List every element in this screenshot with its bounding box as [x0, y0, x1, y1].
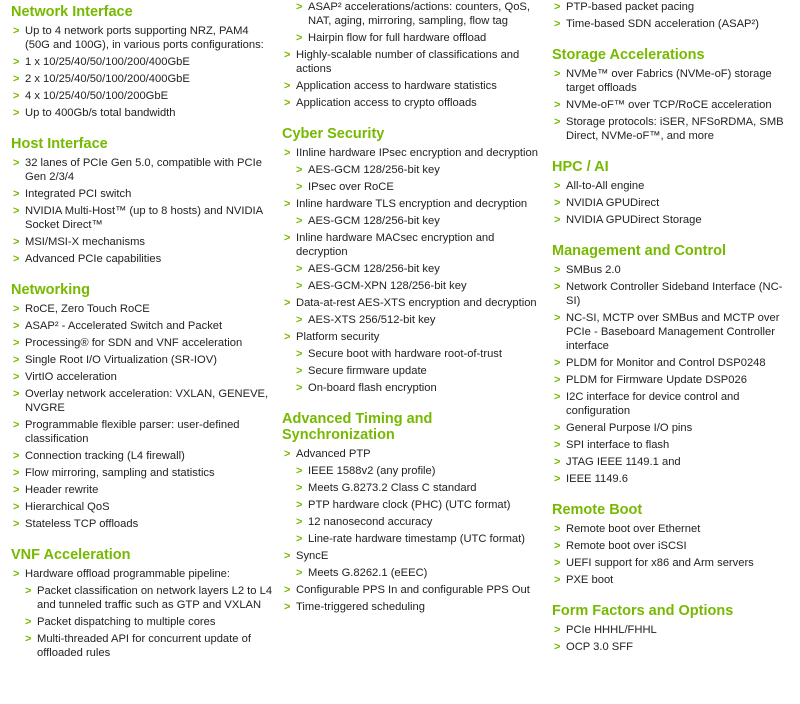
list-item — [282, 330, 544, 344]
chevron-right-icon: > — [554, 439, 561, 451]
chevron-right-icon: > — [296, 482, 303, 494]
section-storage-accelerations — [552, 47, 794, 143]
chevron-right-icon: > — [13, 56, 20, 68]
sub-list-item — [282, 347, 544, 361]
list-item — [552, 472, 794, 486]
chevron-right-icon: > — [296, 533, 303, 545]
chevron-right-icon: > — [13, 157, 20, 169]
chevron-right-icon: > — [13, 518, 20, 530]
section-heading: Advanced Timing and Synchronization — [282, 411, 433, 443]
sub-list-item — [282, 279, 544, 293]
list-item-text: PTP hardware clock (PHC) (UTC format) — [308, 499, 511, 511]
list-item — [11, 336, 273, 350]
sub-list-item — [282, 31, 544, 45]
list-item-text: Processing® for SDN and VNF acceleration — [25, 337, 243, 349]
chevron-right-icon: > — [296, 263, 303, 275]
sub-list-item — [282, 464, 544, 478]
list-item-text: Overlay network acceleration: VXLAN, GENEVE, NVGRE — [25, 388, 269, 414]
chevron-right-icon: > — [13, 303, 20, 315]
list-item — [11, 156, 273, 184]
chevron-right-icon: > — [554, 641, 561, 653]
list-item — [11, 106, 273, 120]
chevron-right-icon: > — [13, 25, 20, 37]
chevron-right-icon: > — [13, 354, 20, 366]
chevron-right-icon: > — [13, 388, 20, 400]
section-gap — [552, 34, 794, 47]
list-item-text: Remote boot over iSCSI — [566, 540, 687, 552]
list-item-text: PLDM for Monitor and Control DSP0248 — [566, 357, 766, 369]
sub-list-item — [282, 515, 544, 529]
chevron-right-icon: > — [13, 90, 20, 102]
section-continued — [552, 0, 794, 31]
list-item-text: PLDM for Firmware Update DSP026 — [566, 374, 747, 386]
chevron-right-icon: > — [25, 633, 32, 645]
sub-list-item — [282, 262, 544, 276]
section-heading: HPC / AI — [552, 159, 609, 175]
chevron-right-icon: > — [554, 422, 561, 434]
list-item-text: IEEE 1149.6 — [566, 473, 628, 485]
list-item-text: Time-triggered scheduling — [296, 601, 425, 613]
list-item — [282, 48, 544, 76]
list-item-text: NC-SI, MCTP over SMBus and MCTP over PCIe - Baseboard Management Controller interface — [566, 312, 780, 352]
list-item-text: 12 nanosecond accuracy — [308, 516, 433, 528]
section-vnf-acceleration — [11, 547, 273, 660]
list-item-text: IEEE 1588v2 (any profile) — [308, 465, 436, 477]
chevron-right-icon: > — [13, 73, 20, 85]
section-heading: Cyber Security — [282, 126, 385, 142]
list-item — [552, 390, 794, 418]
chevron-right-icon: > — [296, 181, 303, 193]
list-item — [11, 302, 273, 316]
column-1 — [11, 0, 273, 663]
chevron-right-icon: > — [296, 465, 303, 477]
chevron-right-icon: > — [554, 312, 561, 324]
list-item-text: NVMe-oF™ over TCP/RoCE acceleration — [566, 99, 772, 111]
chevron-right-icon: > — [284, 331, 291, 343]
list-item-text: NVMe™ over Fabrics (NVMe-oF) storage target offloads — [566, 68, 772, 94]
chevron-right-icon: > — [554, 357, 561, 369]
sub-list-item — [282, 180, 544, 194]
list-item-text: SMBus 2.0 — [566, 264, 621, 276]
section-gap — [552, 590, 794, 603]
chevron-right-icon: > — [284, 448, 291, 460]
list-item-text: ASAP² accelerations/actions: counters, QoS, NAT, aging, mirroring, sampling, flow tag — [308, 1, 530, 27]
list-item-text: Programmable flexible parser: user-defined classification — [25, 419, 240, 445]
chevron-right-icon: > — [554, 473, 561, 485]
sub-list-item — [282, 481, 544, 495]
list-item-text: AES-GCM 128/256-bit key — [308, 263, 440, 275]
list-item-text: IPsec over RoCE — [308, 181, 394, 193]
chevron-right-icon: > — [13, 450, 20, 462]
list-item-text: Meets G.8273.2 Class C standard — [308, 482, 477, 494]
list-item — [11, 204, 273, 232]
list-item-text: SyncE — [296, 550, 329, 562]
chevron-right-icon: > — [296, 314, 303, 326]
list-item — [11, 567, 273, 581]
list-item-text: NVIDIA GPUDirect — [566, 197, 660, 209]
list-item-text: JTAG IEEE 1149.1 and — [566, 456, 681, 468]
list-item — [552, 17, 794, 31]
list-item-text: Hairpin flow for full hardware offload — [308, 32, 487, 44]
chevron-right-icon: > — [296, 215, 303, 227]
list-item-text: Application access to hardware statistics — [296, 80, 497, 92]
chevron-right-icon: > — [554, 391, 561, 403]
list-item-text: Data-at-rest AES-XTS encryption and decryption — [296, 297, 537, 309]
list-item-text: Highly-scalable number of classifications and actions — [296, 49, 520, 75]
section-network-interface — [11, 4, 273, 120]
list-item-text: Packet classification on network layers L2 to L4 and tunneled traffic such as GTP and VXLAN — [37, 585, 273, 611]
chevron-right-icon: > — [284, 601, 291, 613]
list-item-text: Line-rate hardware timestamp (UTC format) — [308, 533, 525, 545]
list-item — [11, 187, 273, 201]
list-item-text: 1 x 10/25/40/50/100/200/400GbE — [25, 56, 190, 68]
chevron-right-icon: > — [554, 281, 561, 293]
list-item — [552, 556, 794, 570]
list-item-text: Network Controller Sideband Interface (NC-SI) — [566, 281, 783, 307]
section-gap — [282, 113, 544, 126]
section-hpc-ai — [552, 159, 794, 227]
list-item — [11, 24, 273, 52]
list-item-text: Inline hardware MACsec encryption and decryption — [296, 232, 495, 258]
chevron-right-icon: > — [554, 374, 561, 386]
list-item — [11, 418, 273, 446]
chevron-right-icon: > — [25, 585, 32, 597]
list-item-text: OCP 3.0 SFF — [566, 641, 633, 653]
sub-list-item — [282, 364, 544, 378]
list-item — [552, 522, 794, 536]
list-item-text: SPI interface to flash — [566, 439, 670, 451]
list-item-text: AES-GCM 128/256-bit key — [308, 164, 440, 176]
list-item — [11, 370, 273, 384]
sub-list-item — [282, 566, 544, 580]
list-item-text: IInline hardware IPsec encryption and decryption — [296, 147, 538, 159]
section-gap — [552, 230, 794, 243]
list-item-text: VirtIO acceleration — [25, 371, 117, 383]
list-item-text: Time-based SDN acceleration (ASAP²) — [566, 18, 759, 30]
list-item-text: Configurable PPS In and configurable PPS Out — [296, 584, 530, 596]
chevron-right-icon: > — [13, 320, 20, 332]
list-item — [282, 96, 544, 110]
list-item — [282, 79, 544, 93]
chevron-right-icon: > — [13, 337, 20, 349]
chevron-right-icon: > — [554, 523, 561, 535]
chevron-right-icon: > — [284, 584, 291, 596]
list-item — [552, 280, 794, 308]
chevron-right-icon: > — [554, 197, 561, 209]
section-heading: Networking — [11, 282, 90, 298]
list-item-text: Secure firmware update — [308, 365, 427, 377]
chevron-right-icon: > — [13, 467, 20, 479]
list-item-text: AES-GCM-XPN 128/256-bit key — [308, 280, 467, 292]
list-item — [552, 539, 794, 553]
chevron-right-icon: > — [13, 371, 20, 383]
list-item-text: Header rewrite — [25, 484, 99, 496]
list-item-text: Platform security — [296, 331, 380, 343]
list-item — [11, 252, 273, 266]
chevron-right-icon: > — [13, 568, 20, 580]
list-item — [282, 600, 544, 614]
list-item-text: PCIe HHHL/FHHL — [566, 624, 657, 636]
list-item-text: General Purpose I/O pins — [566, 422, 693, 434]
list-item — [282, 583, 544, 597]
chevron-right-icon: > — [13, 107, 20, 119]
list-item — [552, 573, 794, 587]
list-item — [552, 373, 794, 387]
sub-list-item — [282, 532, 544, 546]
list-item-text: I2C interface for device control and configuration — [566, 391, 740, 417]
list-item — [11, 235, 273, 249]
chevron-right-icon: > — [554, 116, 561, 128]
section-cyber-security — [282, 126, 544, 395]
section-gap — [282, 398, 544, 411]
chevron-right-icon: > — [296, 164, 303, 176]
list-item-text: UEFI support for x86 and Arm servers — [566, 557, 754, 569]
section-form-factors-and-options — [552, 603, 794, 654]
section-heading: Remote Boot — [552, 502, 643, 518]
list-item-text: Connection tracking (L4 firewall) — [25, 450, 185, 462]
list-item — [552, 640, 794, 654]
list-item-text: Flow mirroring, sampling and statistics — [25, 467, 215, 479]
chevron-right-icon: > — [13, 501, 20, 513]
list-item — [11, 449, 273, 463]
list-item-text: AES-XTS 256/512-bit key — [308, 314, 436, 326]
list-item — [11, 353, 273, 367]
list-item-text: Hierarchical QoS — [25, 501, 110, 513]
chevron-right-icon: > — [296, 32, 303, 44]
section-gap — [11, 123, 273, 136]
chevron-right-icon: > — [554, 180, 561, 192]
section-heading: Management and Control — [552, 243, 727, 259]
chevron-right-icon: > — [13, 188, 20, 200]
list-item — [11, 319, 273, 333]
section-management-and-control — [552, 243, 794, 486]
chevron-right-icon: > — [554, 1, 561, 13]
chevron-right-icon: > — [284, 550, 291, 562]
list-item-text: Application access to crypto offloads — [296, 97, 477, 109]
chevron-right-icon: > — [554, 624, 561, 636]
chevron-right-icon: > — [13, 205, 20, 217]
list-item-text: All-to-All engine — [566, 180, 645, 192]
chevron-right-icon: > — [13, 253, 20, 265]
sub-list-item — [282, 313, 544, 327]
list-item-text: Hardware offload programmable pipeline: — [25, 568, 231, 580]
list-item-text: PTP-based packet pacing — [566, 1, 695, 13]
chevron-right-icon: > — [554, 574, 561, 586]
section-gap — [11, 269, 273, 282]
list-item-text: Integrated PCI switch — [25, 188, 132, 200]
chevron-right-icon: > — [554, 540, 561, 552]
section-advanced-timing-and-synchronization — [282, 411, 544, 614]
chevron-right-icon: > — [554, 18, 561, 30]
list-item-text: ASAP² - Accelerated Switch and Packet — [25, 320, 223, 332]
chevron-right-icon: > — [13, 236, 20, 248]
chevron-right-icon: > — [284, 97, 291, 109]
section-gap — [11, 534, 273, 547]
list-item — [11, 72, 273, 86]
sub-list-item — [11, 584, 273, 612]
chevron-right-icon: > — [296, 499, 303, 511]
list-item — [11, 387, 273, 415]
sub-list-item — [282, 498, 544, 512]
chevron-right-icon: > — [13, 419, 20, 431]
chevron-right-icon: > — [284, 147, 291, 159]
list-item-text: MSI/MSI-X mechanisms — [25, 236, 145, 248]
list-item — [11, 517, 273, 531]
list-item — [11, 483, 273, 497]
section-heading: Form Factors and Options — [552, 603, 734, 619]
list-item-text: PXE boot — [566, 574, 614, 586]
list-item — [552, 623, 794, 637]
section-gap — [552, 146, 794, 159]
list-item — [282, 231, 544, 259]
section-heading: Storage Accelerations — [552, 47, 705, 63]
list-item-text: Packet dispatching to multiple cores — [37, 616, 216, 628]
chevron-right-icon: > — [554, 214, 561, 226]
list-item — [11, 500, 273, 514]
sub-list-item — [282, 163, 544, 177]
list-item — [552, 115, 794, 143]
chevron-right-icon: > — [296, 348, 303, 360]
list-item — [552, 421, 794, 435]
list-item-text: Advanced PCIe capabilities — [25, 253, 162, 265]
list-item-text: Up to 4 network ports supporting NRZ, PAM4 (50G and 100G), in various ports configurations: — [25, 25, 264, 51]
list-item — [11, 55, 273, 69]
list-item-text: Stateless TCP offloads — [25, 518, 139, 530]
list-item — [11, 89, 273, 103]
chevron-right-icon: > — [296, 382, 303, 394]
section-heading: Host Interface — [11, 136, 108, 152]
chevron-right-icon: > — [296, 280, 303, 292]
list-item-text: Secure boot with hardware root-of-trust — [308, 348, 503, 360]
sub-list-item — [282, 381, 544, 395]
list-item-text: 32 lanes of PCIe Gen 5.0, compatible with PCIe Gen 2/3/4 — [25, 157, 262, 183]
chevron-right-icon: > — [284, 297, 291, 309]
chevron-right-icon: > — [554, 456, 561, 468]
list-item — [282, 197, 544, 211]
chevron-right-icon: > — [554, 68, 561, 80]
list-item — [282, 447, 544, 461]
sub-list-item — [11, 632, 273, 660]
chevron-right-icon: > — [296, 1, 303, 13]
list-item — [552, 311, 794, 353]
list-item — [552, 263, 794, 277]
list-item — [282, 296, 544, 310]
list-item — [552, 179, 794, 193]
list-item-text: Remote boot over Ethernet — [566, 523, 701, 535]
list-item — [552, 0, 794, 14]
chevron-right-icon: > — [284, 198, 291, 210]
list-item — [552, 213, 794, 227]
column-2 — [282, 0, 544, 617]
sub-list-item — [282, 0, 544, 28]
section-heading: Network Interface — [11, 4, 133, 20]
list-item — [282, 146, 544, 160]
section-remote-boot — [552, 502, 794, 587]
section-heading: VNF Acceleration — [11, 547, 131, 563]
list-item-text: NVIDIA Multi-Host™ (up to 8 hosts) and NVIDIA Socket Direct™ — [25, 205, 263, 231]
list-item — [552, 196, 794, 210]
column-3 — [552, 0, 794, 657]
section-host-interface — [11, 136, 273, 266]
chevron-right-icon: > — [554, 264, 561, 276]
chevron-right-icon: > — [296, 516, 303, 528]
section-networking — [11, 282, 273, 531]
list-item-text: Single Root I/O Virtualization (SR-IOV) — [25, 354, 217, 366]
list-item-text: 4 x 10/25/40/50/100/200GbE — [25, 90, 169, 102]
list-item-text: Multi-threaded API for concurrent update of offloaded rules — [37, 633, 251, 659]
list-item-text: AES-GCM 128/256-bit key — [308, 215, 440, 227]
list-item-text: Advanced PTP — [296, 448, 371, 460]
list-item-text: Up to 400Gb/s total bandwidth — [25, 107, 176, 119]
list-item — [282, 549, 544, 563]
chevron-right-icon: > — [554, 557, 561, 569]
chevron-right-icon: > — [296, 365, 303, 377]
list-item-text: NVIDIA GPUDirect Storage — [566, 214, 702, 226]
list-item-text: Inline hardware TLS encryption and decryption — [296, 198, 528, 210]
list-item-text: On-board flash encryption — [308, 382, 437, 394]
list-item — [552, 438, 794, 452]
chevron-right-icon: > — [284, 49, 291, 61]
list-item — [552, 356, 794, 370]
list-item — [552, 455, 794, 469]
section-gap — [552, 489, 794, 502]
chevron-right-icon: > — [554, 99, 561, 111]
sub-list-item — [11, 615, 273, 629]
list-item-text: Storage protocols: iSER, NFSoRDMA, SMB Direct, NVMe-oF™, and more — [566, 116, 784, 142]
chevron-right-icon: > — [284, 232, 291, 244]
list-item — [552, 67, 794, 95]
chevron-right-icon: > — [25, 616, 32, 628]
section-continued — [282, 0, 544, 110]
list-item-text: Meets G.8262.1 (eEEC) — [308, 567, 428, 579]
chevron-right-icon: > — [284, 80, 291, 92]
chevron-right-icon: > — [13, 484, 20, 496]
list-item-text: 2 x 10/25/40/50/100/200/400GbE — [25, 73, 190, 85]
chevron-right-icon: > — [296, 567, 303, 579]
sub-list-item — [282, 214, 544, 228]
list-item — [11, 466, 273, 480]
list-item — [552, 98, 794, 112]
list-item-text: RoCE, Zero Touch RoCE — [25, 303, 150, 315]
